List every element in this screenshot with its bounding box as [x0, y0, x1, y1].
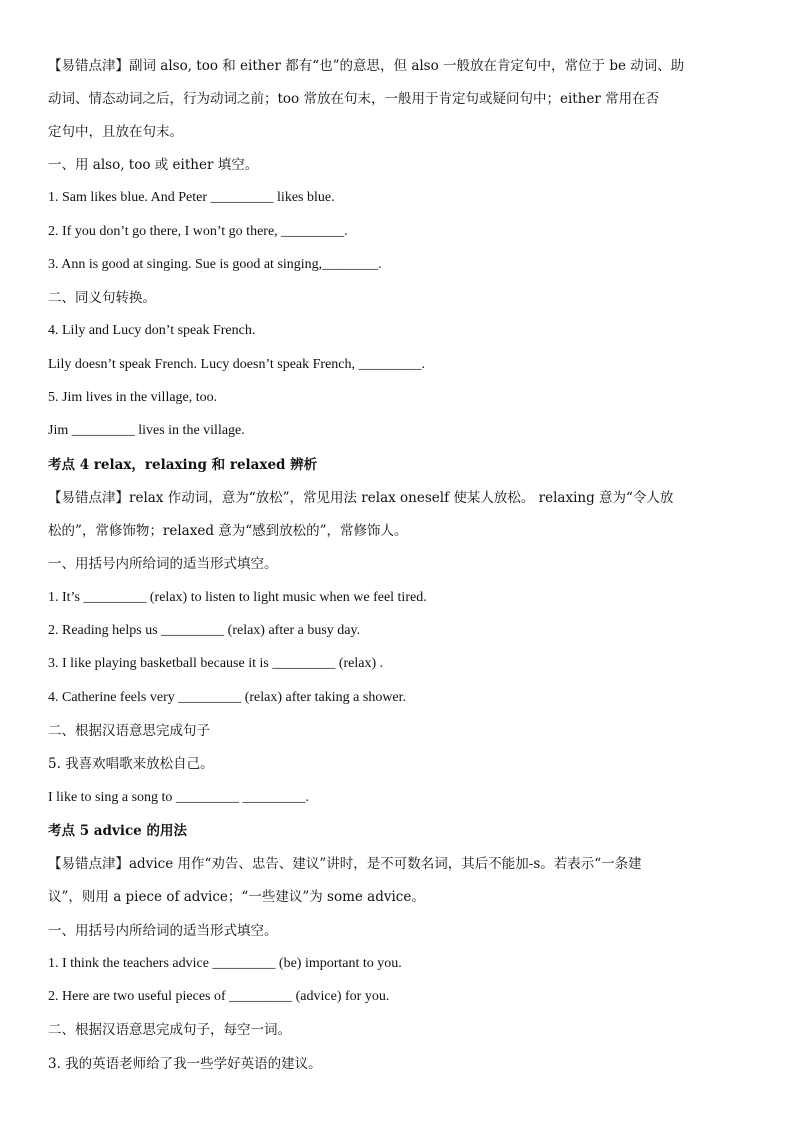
exercise-heading-sentence-transformation: 二、同义句转换。 [48, 290, 156, 306]
exercise-item: Lily doesn’t speak French. Lucy doesn’t speak French, _________. [48, 357, 426, 372]
exercise-item: 4. Lily and Lucy don’t speak French. [48, 323, 256, 338]
exercise-item: Jim _________ lives in the village. [48, 423, 245, 438]
tip-advice-line-1: 【易错点津】advice 用作“劝告、忠告、建议”讲时，是不可数名词，其后不能加-s。若表示“一条建 [48, 856, 642, 872]
exercise-heading-complete-sentence: 二、根据汉语意思完成句子，每空一词。 [48, 1022, 291, 1038]
exercise-item: 4. Catherine feels very _________ (relax) after taking a shower. [48, 690, 407, 705]
exercise-item: 2. If you don’t go there, I won’t go there, _________. [48, 224, 348, 239]
exercise-item: 1. I think the teachers advice _________ (be) important to you. [48, 956, 402, 971]
exercise-item: I like to sing a song to _________ _________. [48, 790, 309, 805]
exercise-item: 1. Sam likes blue. And Peter _________ likes blue. [48, 190, 335, 205]
tip-also-too-either-line-2: 动词、情态动词之后，行为动词之前；too 常放在句末，一般用于肯定句或疑问句中；either 常用在否 [48, 91, 660, 107]
tip-relax-line-2: 松的”，常修饰物；relaxed 意为“感到放松的”，常修饰人。 [48, 523, 408, 539]
section-title-point-5: 考点 5 advice 的用法 [48, 823, 187, 839]
exercise-heading-fill-also-too-either: 一、用 also, too 或 either 填空。 [48, 157, 259, 173]
exercise-heading-fill-form: 一、用括号内所给词的适当形式填空。 [48, 556, 278, 572]
exercise-heading-fill-form: 一、用括号内所给词的适当形式填空。 [48, 923, 278, 939]
exercise-item: 5. 我喜欢唱歌来放松自己。 [48, 756, 214, 772]
exercise-item: 3. 我的英语老师给了我一些学好英语的建议。 [48, 1056, 322, 1072]
tip-also-too-either-line-1: 【易错点津】副词 also, too 和 either 都有“也”的意思，但 also 一般放在肯定句中，常位于 be 动词、助 [48, 58, 685, 74]
tip-also-too-either-line-3: 定句中，且放在句末。 [48, 124, 183, 140]
exercise-item: 5. Jim lives in the village, too. [48, 390, 218, 405]
exercise-item: 2. Here are two useful pieces of _________ (advice) for you. [48, 989, 390, 1004]
section-title-point-4: 考点 4 relax，relaxing 和 relaxed 辨析 [48, 457, 318, 473]
exercise-item: 1. It’s _________ (relax) to listen to light music when we feel tired. [48, 590, 427, 605]
exercise-heading-complete-sentence: 二、根据汉语意思完成句子 [48, 723, 210, 739]
exercise-item: 3. I like playing basketball because it is _________ (relax) . [48, 656, 384, 671]
tip-relax-line-1: 【易错点津】relax 作动词，意为“放松”，常见用法 relax oneself 使某人放松。 relaxing 意为“令人放 [48, 490, 674, 506]
exercise-item: 3. Ann is good at singing. Sue is good at singing,________. [48, 257, 382, 272]
tip-advice-line-2: 议”，则用 a piece of advice；“一些建议”为 some advice。 [48, 889, 425, 905]
exercise-item: 2. Reading helps us _________ (relax) after a busy day. [48, 623, 361, 638]
